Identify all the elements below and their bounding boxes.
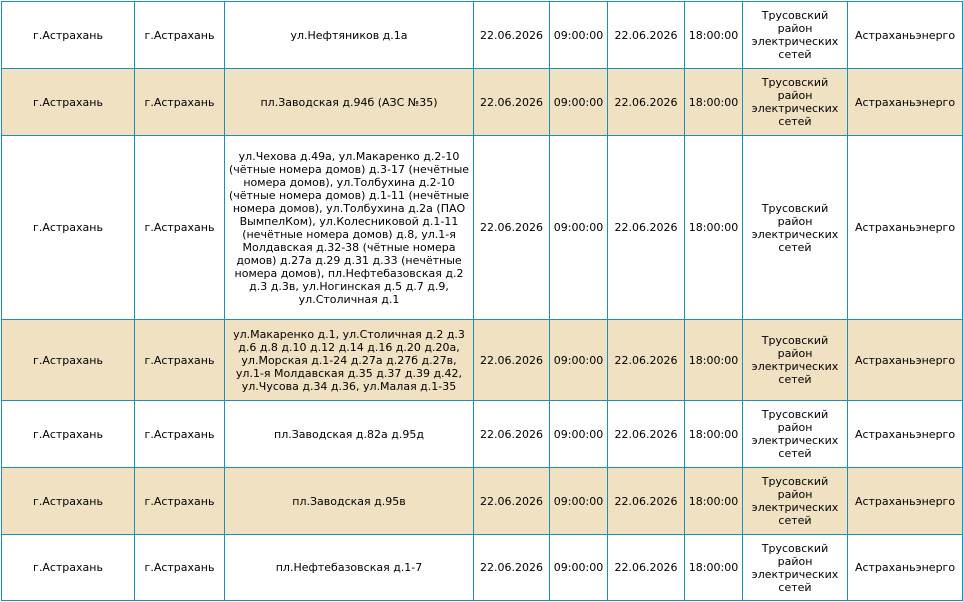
start-date-cell: 22.06.2026: [474, 535, 550, 601]
end-date-cell: 22.06.2026: [608, 401, 685, 468]
table-body: [2, 2, 963, 601]
end-time-cell: 18:00:00: [685, 136, 743, 320]
address-cell: пл.Заводская д.82а д.95д: [225, 401, 474, 468]
res-cell: Трусовский район электрических сетей: [743, 69, 848, 136]
city-cell: г.Астрахань: [2, 2, 135, 69]
settlement-cell: г.Астрахань: [135, 320, 225, 401]
end-date-cell: 22.06.2026: [608, 2, 685, 69]
city-cell: г.Астрахань: [2, 401, 135, 468]
res-cell: Трусовский район электрических сетей: [743, 468, 848, 535]
settlement-cell: г.Астрахань: [135, 136, 225, 320]
start-time-cell: 09:00:00: [550, 69, 608, 136]
start-time-cell: 09:00:00: [550, 401, 608, 468]
city-cell: г.Астрахань: [2, 535, 135, 601]
settlement-cell: г.Астрахань: [135, 468, 225, 535]
address-cell: ул.Чехова д.49а, ул.Макаренко д.2-10 (чётные номера домов) д.3-17 (нечётные номера домов), ул.Толбухина д.2-10 (чётные номера домов) д.1-11 (нечётные номера домов), ул.Толбухина д.2а (ПАО ВымпелКом), ул.Колесниковой д.1-11 (нечётные номера домов) д.8, ул.1-я Молдавская д.32-38 (чётные номера домов) д.27а д.29 д.31 д.33 (нечётные номера домов), пл.Нефтебазовская д.2 д.3 д.3в, ул.Ногинская д.5 д.7 д.9, ул.Столичная д.1: [225, 136, 474, 320]
start-date-cell: 22.06.2026: [474, 468, 550, 535]
city-cell: г.Астрахань: [2, 468, 135, 535]
table-row: [2, 136, 963, 320]
end-time-cell: 18:00:00: [685, 69, 743, 136]
start-time-cell: 09:00:00: [550, 2, 608, 69]
res-cell: Трусовский район электрических сетей: [743, 320, 848, 401]
start-date-cell: 22.06.2026: [474, 320, 550, 401]
address-cell: пл.Нефтебазовская д.1-7: [225, 535, 474, 601]
settlement-cell: г.Астрахань: [135, 69, 225, 136]
end-time-cell: 18:00:00: [685, 468, 743, 535]
start-time-cell: 09:00:00: [550, 136, 608, 320]
outage-schedule-table: [1, 1, 963, 601]
organization-cell: Астраханьэнерго: [848, 136, 963, 320]
start-date-cell: 22.06.2026: [474, 401, 550, 468]
organization-cell: Астраханьэнерго: [848, 69, 963, 136]
end-date-cell: 22.06.2026: [608, 69, 685, 136]
city-cell: г.Астрахань: [2, 136, 135, 320]
settlement-cell: г.Астрахань: [135, 535, 225, 601]
table-row: [2, 468, 963, 535]
city-cell: г.Астрахань: [2, 320, 135, 401]
settlement-cell: г.Астрахань: [135, 401, 225, 468]
table-row: [2, 320, 963, 401]
end-date-cell: 22.06.2026: [608, 468, 685, 535]
end-time-cell: 18:00:00: [685, 2, 743, 69]
start-date-cell: 22.06.2026: [474, 136, 550, 320]
table-row: [2, 401, 963, 468]
res-cell: Трусовский район электрических сетей: [743, 2, 848, 69]
organization-cell: Астраханьэнерго: [848, 468, 963, 535]
address-cell: ул.Макаренко д.1, ул.Столичная д.2 д.3 д.6 д.8 д.10 д.12 д.14 д.16 д.20 д.20а, ул.Морская д.1-24 д.27а д.27б д.27в, ул.1-я Молдавская д.35 д.37 д.39 д.42, ул.Чусова д.34 д.36, ул.Малая д.1-35: [225, 320, 474, 401]
table-row: [2, 535, 963, 601]
end-time-cell: 18:00:00: [685, 535, 743, 601]
organization-cell: Астраханьэнерго: [848, 401, 963, 468]
address-cell: пл.Заводская д.95в: [225, 468, 474, 535]
organization-cell: Астраханьэнерго: [848, 320, 963, 401]
res-cell: Трусовский район электрических сетей: [743, 535, 848, 601]
settlement-cell: г.Астрахань: [135, 2, 225, 69]
start-time-cell: 09:00:00: [550, 468, 608, 535]
start-time-cell: 09:00:00: [550, 320, 608, 401]
address-cell: ул.Нефтяников д.1а: [225, 2, 474, 69]
organization-cell: Астраханьэнерго: [848, 535, 963, 601]
res-cell: Трусовский район электрических сетей: [743, 401, 848, 468]
end-time-cell: 18:00:00: [685, 320, 743, 401]
end-date-cell: 22.06.2026: [608, 136, 685, 320]
start-date-cell: 22.06.2026: [474, 2, 550, 69]
end-date-cell: 22.06.2026: [608, 535, 685, 601]
table-row: [2, 69, 963, 136]
start-time-cell: 09:00:00: [550, 535, 608, 601]
organization-cell: Астраханьэнерго: [848, 2, 963, 69]
city-cell: г.Астрахань: [2, 69, 135, 136]
address-cell: пл.Заводская д.94б (АЗС №35): [225, 69, 474, 136]
end-time-cell: 18:00:00: [685, 401, 743, 468]
res-cell: Трусовский район электрических сетей: [743, 136, 848, 320]
end-date-cell: 22.06.2026: [608, 320, 685, 401]
start-date-cell: 22.06.2026: [474, 69, 550, 136]
table-row: [2, 2, 963, 69]
